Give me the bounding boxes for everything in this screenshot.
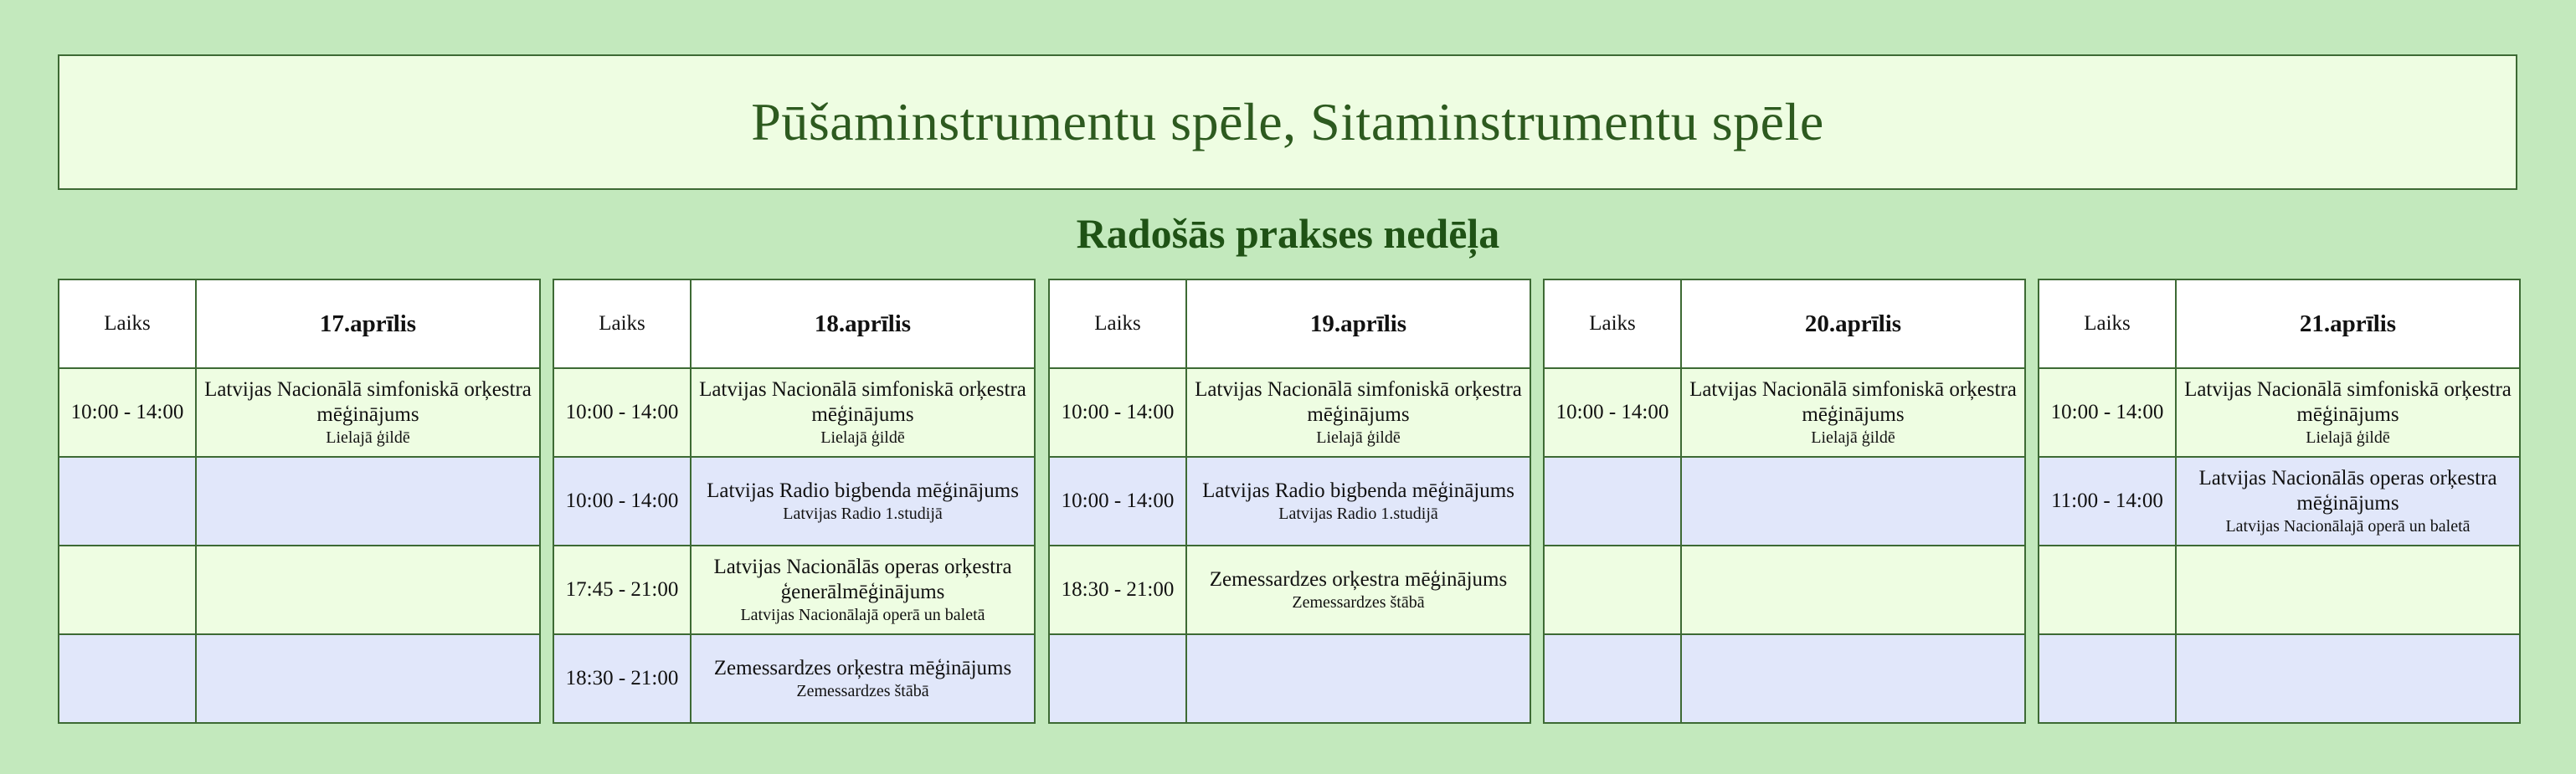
- slot-event: [691, 368, 1035, 457]
- day-header-row: [2039, 279, 2520, 368]
- slot-event: [1681, 457, 2025, 546]
- slot-time: 10:00 - 14:00: [59, 368, 196, 457]
- event-place: Latvijas Radio 1.studijā: [783, 505, 943, 523]
- slot-time: 10:00 - 14:00: [1049, 457, 1186, 546]
- day-table-19-aprilis: [1048, 279, 1531, 724]
- time-column-header: Laiks: [2039, 279, 2176, 368]
- slot-event: [691, 634, 1035, 723]
- time-column-header: Laiks: [553, 279, 691, 368]
- slot-event: [1186, 546, 1530, 634]
- day-header-row: [59, 279, 540, 368]
- day-date-header: 18.aprīlis: [691, 279, 1035, 368]
- schedule-days: [58, 279, 2519, 723]
- slot-event: [2176, 368, 2520, 457]
- event-title: Zemessardzes orķestra mēģinājums: [713, 657, 1012, 679]
- slot-time: 10:00 - 14:00: [553, 368, 691, 457]
- schedule-row: [2039, 368, 2520, 457]
- day-table-17-aprilis: [58, 279, 541, 724]
- title-banner: [58, 54, 2517, 190]
- slot-time: 17:45 - 21:00: [553, 546, 691, 634]
- slot-time: 10:00 - 14:00: [1544, 368, 1681, 457]
- slot-time: [2039, 546, 2176, 634]
- event-title: Latvijas Radio bigbenda mēģinājums: [707, 479, 1019, 502]
- slot-event: [196, 368, 540, 457]
- schedule-row: [1544, 368, 2025, 457]
- slot-event: [2176, 546, 2520, 634]
- event-place: Lielajā ģildē: [326, 428, 410, 447]
- schedule-row: [553, 546, 1035, 634]
- event-place: Lielajā ģildē: [2306, 428, 2390, 447]
- event-title: Latvijas Nacionālā simfoniskā orķestra mēģinājums: [2184, 378, 2512, 426]
- slot-event: [1186, 634, 1530, 723]
- time-column-header: Laiks: [1049, 279, 1186, 368]
- slot-time: 18:30 - 21:00: [553, 634, 691, 723]
- slot-time: [59, 457, 196, 546]
- schedule-row: [2039, 634, 2520, 723]
- event-place: Latvijas Nacionālajā operā un baletā: [740, 606, 985, 624]
- schedule-row: [1544, 634, 2025, 723]
- slot-event: [1681, 546, 2025, 634]
- slot-time: [59, 546, 196, 634]
- schedule-row: [59, 634, 540, 723]
- slot-time: 11:00 - 14:00: [2039, 457, 2176, 546]
- page-subtitle: Radošās prakses nedēļa: [1076, 210, 1500, 257]
- event-place: Lielajā ģildē: [1316, 428, 1401, 447]
- event-title: Latvijas Nacionālās operas orķestra mēģinājums: [2198, 467, 2497, 515]
- day-table-20-aprilis: [1543, 279, 2026, 724]
- event-title: Latvijas Nacionālās operas orķestra ģenerālmēģinājums: [713, 556, 1012, 603]
- event-title: Latvijas Nacionālā simfoniskā orķestra mēģinājums: [1689, 378, 2017, 426]
- schedule-row: [1049, 368, 1530, 457]
- event-place: Lielajā ģildē: [820, 428, 905, 447]
- slot-time: [1544, 546, 1681, 634]
- slot-time: [59, 634, 196, 723]
- schedule-row: [1049, 546, 1530, 634]
- page-title: Pūšaminstrumentu spēle, Sitaminstrumentu spēle: [751, 92, 1824, 151]
- event-title: Latvijas Nacionālā simfoniskā orķestra mēģinājums: [699, 378, 1026, 426]
- slot-time: [1544, 457, 1681, 546]
- event-title: Latvijas Radio bigbenda mēģinājums: [1202, 479, 1514, 502]
- slot-time: 10:00 - 14:00: [2039, 368, 2176, 457]
- event-place: Lielajā ģildē: [1811, 428, 1895, 447]
- day-table-21-aprilis: [2038, 279, 2521, 724]
- schedule-row: [1049, 457, 1530, 546]
- event-place: Latvijas Radio 1.studijā: [1278, 505, 1438, 523]
- slot-event: [1186, 368, 1530, 457]
- slot-time: [1049, 634, 1186, 723]
- event-title: Latvijas Nacionālā simfoniskā orķestra mēģinājums: [1195, 378, 1522, 426]
- event-place: Latvijas Nacionālajā operā un baletā: [2225, 517, 2471, 536]
- schedule-row: [553, 368, 1035, 457]
- schedule-row: [2039, 457, 2520, 546]
- slot-time: 10:00 - 14:00: [1049, 368, 1186, 457]
- schedule-row: [1544, 457, 2025, 546]
- day-date-header: 20.aprīlis: [1681, 279, 2025, 368]
- slot-event: [2176, 634, 2520, 723]
- slot-event: [691, 546, 1035, 634]
- slot-time: 18:30 - 21:00: [1049, 546, 1186, 634]
- slot-event: [2176, 457, 2520, 546]
- event-title: Zemessardzes orķestra mēģinājums: [1209, 568, 1508, 591]
- day-date-header: 19.aprīlis: [1186, 279, 1530, 368]
- schedule-row: [2039, 546, 2520, 634]
- slot-time: 10:00 - 14:00: [553, 457, 691, 546]
- slot-event: [1681, 634, 2025, 723]
- event-place: Zemessardzes štābā: [796, 682, 929, 700]
- day-date-header: 17.aprīlis: [196, 279, 540, 368]
- schedule-row: [59, 368, 540, 457]
- slot-event: [196, 546, 540, 634]
- day-header-row: [1049, 279, 1530, 368]
- slot-event: [196, 457, 540, 546]
- day-header-row: [553, 279, 1035, 368]
- slot-event: [196, 634, 540, 723]
- schedule-row: [59, 546, 540, 634]
- schedule-row: [59, 457, 540, 546]
- slot-event: [1681, 368, 2025, 457]
- event-place: Zemessardzes štābā: [1292, 593, 1425, 612]
- schedule-row: [1049, 634, 1530, 723]
- schedule-row: [553, 457, 1035, 546]
- day-header-row: [1544, 279, 2025, 368]
- time-column-header: Laiks: [59, 279, 196, 368]
- time-column-header: Laiks: [1544, 279, 1681, 368]
- slot-time: [2039, 634, 2176, 723]
- schedule-row: [553, 634, 1035, 723]
- slot-event: [1186, 457, 1530, 546]
- slot-time: [1544, 634, 1681, 723]
- schedule-row: [1544, 546, 2025, 634]
- day-table-18-aprilis: [553, 279, 1036, 724]
- event-title: Latvijas Nacionālā simfoniskā orķestra mēģinājums: [204, 378, 532, 426]
- slot-event: [691, 457, 1035, 546]
- day-date-header: 21.aprīlis: [2176, 279, 2520, 368]
